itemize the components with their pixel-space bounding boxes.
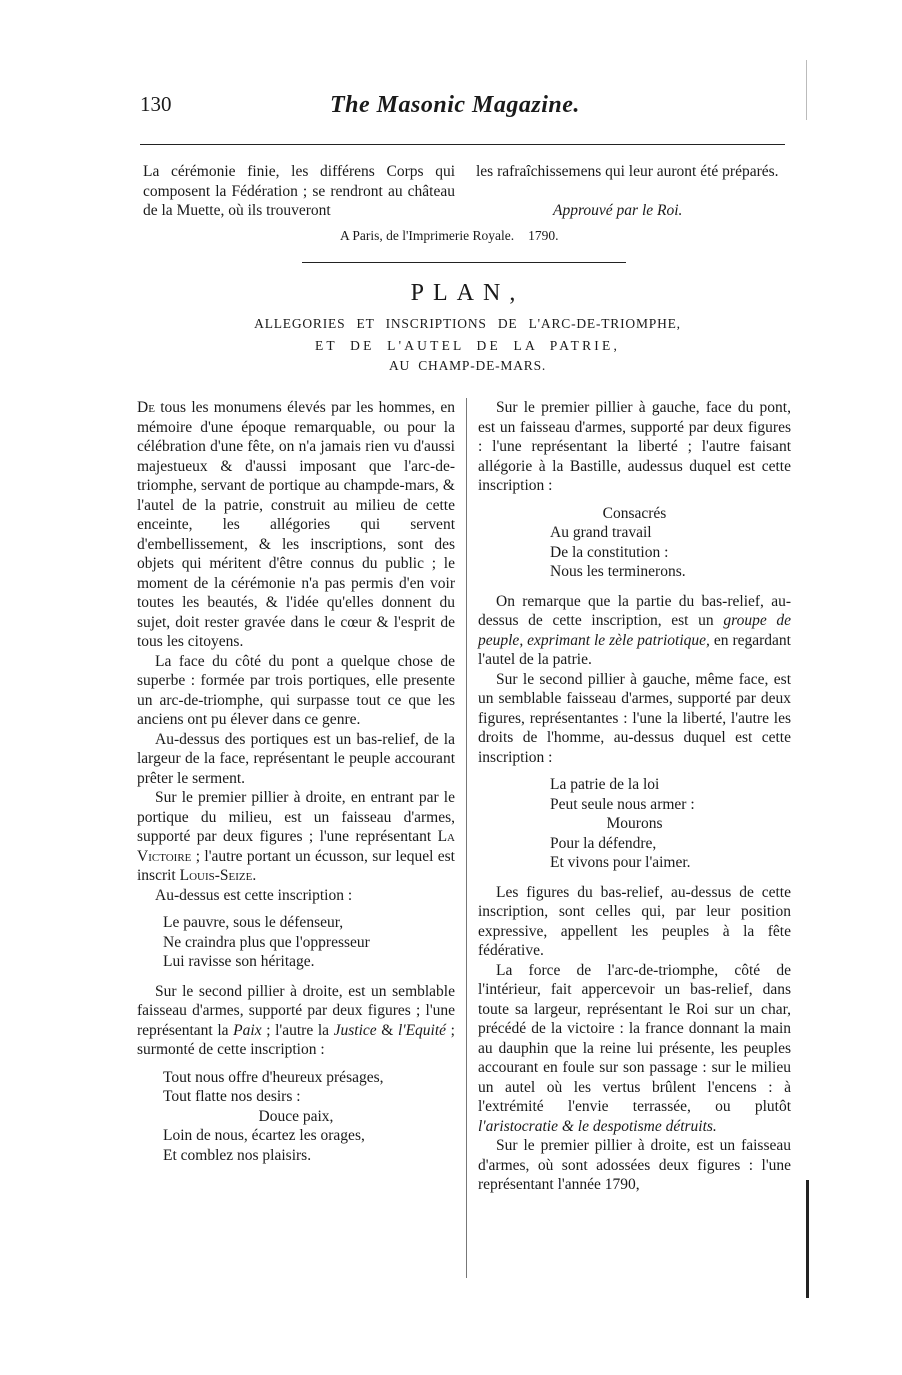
verse-line: Le pauvre, sous le défenseur, — [163, 914, 344, 931]
text-span: en regardant l'autel de la patrie. — [478, 631, 791, 668]
imprint-line — [340, 228, 559, 244]
text-span: La force de l'arc-de-triomphe, côté de l'intérieur, fait appercevoir un bas-relief, dans toute sa largeur, représentant le Roi sur un char, précédé de la victoire : la france donnant la main au dauphin que la reine lui présente, les peuples accourant en foule sur son passage : sur le milieu un autel où les vertus brûlent l'encens : à l'extrémité l'envie terrassée, ou plutôt — [478, 961, 791, 1115]
right-paragraph-6: Sur le premier pillier à droite, est un faisseau d'armes, où sont adossées deux figures : l'une représentant l'année 1790, — [478, 1137, 791, 1193]
text-span: ; surmonté de cette inscription : — [137, 1021, 455, 1058]
inscription-verse-3 — [478, 504, 791, 582]
italic-phrase: l'aristocratie & le despotisme détruits. — [478, 1117, 717, 1135]
page-edge-bar — [806, 1180, 809, 1298]
continuation-left: La cérémonie finie, les différens Corps qui composent la Fédération ; se rendront au château de la Muette, où ils trouveront — [143, 163, 455, 219]
header-rule — [140, 144, 785, 145]
verse-line: Tout nous offre d'heureux présages, — [163, 1068, 384, 1086]
approval-line: Approuvé par le Roi. — [553, 202, 683, 219]
text-span: ; l'autre portant un écusson, sur lequel est inscrit — [137, 847, 455, 884]
left-paragraph-3: Au-dessus des portiques est un bas-relief, de la largeur de la face, représentant le peuple accourant prêter le serment. — [137, 730, 455, 787]
verse-line: Pour la défendre, — [550, 834, 657, 852]
left-paragraph-1-text: tous les monumens élevés par les hommes, en mémoire d'une époque remarquable, ou pour la célébration d'une fête, on n'a jamais rien vu d'aussi majestueux & d'aussi imposant que l'arc-de-triomphe, servant de portique au champde-mars, & l'autel de la patrie, construit au milieu de cette enceinte, les allégories qui servent d'embellissement, & les inscriptions, sont des objets qui méritent d'être connus du public ; le moment de la cérémonie n'a pas permis d'en voir toutes les beautés, & l'idée qu'elles donnent du sujet, doit rester gravée dans le cœur & l'esprit de tous les citoyens. — [137, 399, 455, 650]
right-paragraph-3: Sur le second pillier à gauche, même face, est un semblable faisseau d'armes, supporté par deux figures, représentantes : l'une la liberté, l'autre les droits de l'homme, au-dessus duquel est cette inscription : — [478, 670, 791, 766]
verse-line: Au grand travail — [550, 524, 652, 541]
inscription-verse-4 — [478, 775, 791, 873]
left-column — [137, 398, 455, 1175]
text-span: ; l'autre la — [261, 1021, 334, 1039]
victoire-text: La Victoire — [137, 828, 455, 865]
verse-line: Ne craindra plus que l'oppresseur — [163, 933, 370, 951]
plan-subtitle-3: AU CHAMP-DE-MARS. — [388, 358, 547, 373]
equite-text: l'Equité — [397, 1021, 447, 1039]
inscription-verse-2 — [137, 1068, 455, 1166]
paix-text: Paix — [233, 1021, 262, 1039]
imprint-text: A Paris, de l'Imprimerie Royale. — [340, 228, 515, 243]
right-paragraph-1: Sur le premier pillier à gauche, face du pont, est un faisseau d'armes, supporté par deux figures : l'une représentant la liberté ; l'autre faisant allégorie à la Bastille, audessus duquel est cette inscription : — [478, 399, 791, 494]
imprint-year: 1790. — [528, 228, 559, 243]
left-paragraph-1 — [137, 398, 455, 652]
verse-line: Loin de nous, écartez les orages, — [163, 1127, 365, 1144]
verse-line: Nous les terminerons. — [550, 563, 686, 580]
plan-title: PLAN, — [410, 280, 525, 306]
running-title: The Masonic Magazine. — [330, 92, 580, 118]
verse-line: Et comblez nos plaisirs. — [163, 1146, 312, 1164]
plan-subtitle-2: ET DE L'AUTEL DE LA PATRIE, — [314, 338, 621, 353]
verse-line: De la constitution : — [550, 543, 669, 561]
text-span: . — [252, 867, 257, 884]
right-paragraph-2 — [478, 592, 791, 670]
text-span: Sur le premier pillier à droite, en entrant par le portique du milieu, est un faisseau d'armes, supporté par deux figures ; l'une représentant — [137, 789, 455, 845]
verse-line: Lui ravisse son héritage. — [163, 953, 315, 970]
continuation-right: les rafraîchissemens qui leur auront été préparés. — [476, 163, 779, 180]
section-rule — [302, 262, 626, 263]
left-paragraph-6 — [137, 982, 455, 1060]
left-paragraph-5: Au-dessus est cette inscription : — [155, 886, 353, 904]
italic-phrase: groupe de peuple, exprimant le zèle patriotique, — [478, 612, 792, 649]
page-edge-line — [806, 60, 807, 120]
verse-line: Peut seule nous armer : — [550, 795, 695, 813]
verse-line: Consacrés — [602, 504, 667, 522]
page-number: 130 — [140, 92, 172, 116]
running-head — [140, 92, 790, 132]
inscription-verse-1 — [137, 913, 455, 972]
justice-text: Justice — [333, 1021, 377, 1039]
verse-line: Et vivons pour l'aimer. — [550, 854, 691, 871]
verse-line: Mourons — [606, 815, 663, 832]
right-column — [478, 398, 791, 1195]
column-divider — [466, 398, 467, 1278]
initial-word: De — [137, 399, 155, 416]
plan-subtitle-1: ALLEGORIES ET INSCRIPTIONS DE L'ARC-DE-TRIOMPHE, — [254, 316, 681, 331]
left-paragraph-2: La face du côté du pont a quelque chose de superbe : formée par trois portiques, elle presente un arc-de-triomphe, qui surpasse tout ce que les anciens ont pu élever dans ce genre. — [137, 652, 455, 728]
verse-line: Douce paix, — [258, 1107, 334, 1125]
text-span: On remarque que la partie du bas-relief, au-dessus de cette inscription, est un — [478, 592, 791, 629]
text-span: & — [376, 1021, 398, 1039]
louis-seize-text: Louis-Seize — [179, 867, 253, 884]
right-paragraph-4: Les figures du bas-relief, au-dessus de cette inscription, sont celles qui, par leur position expressive, appellent les peuples à la fête fédérative. — [478, 883, 791, 959]
verse-line: La patrie de la loi — [550, 776, 660, 793]
verse-line: Tout flatte nos desirs : — [163, 1088, 301, 1105]
right-paragraph-5 — [478, 961, 791, 1137]
left-paragraph-4 — [137, 788, 455, 886]
text-span: Sur le second pillier à droite, est un semblable faisseau d'armes, supporté par deux figures ; l'une représentant la — [137, 982, 455, 1039]
